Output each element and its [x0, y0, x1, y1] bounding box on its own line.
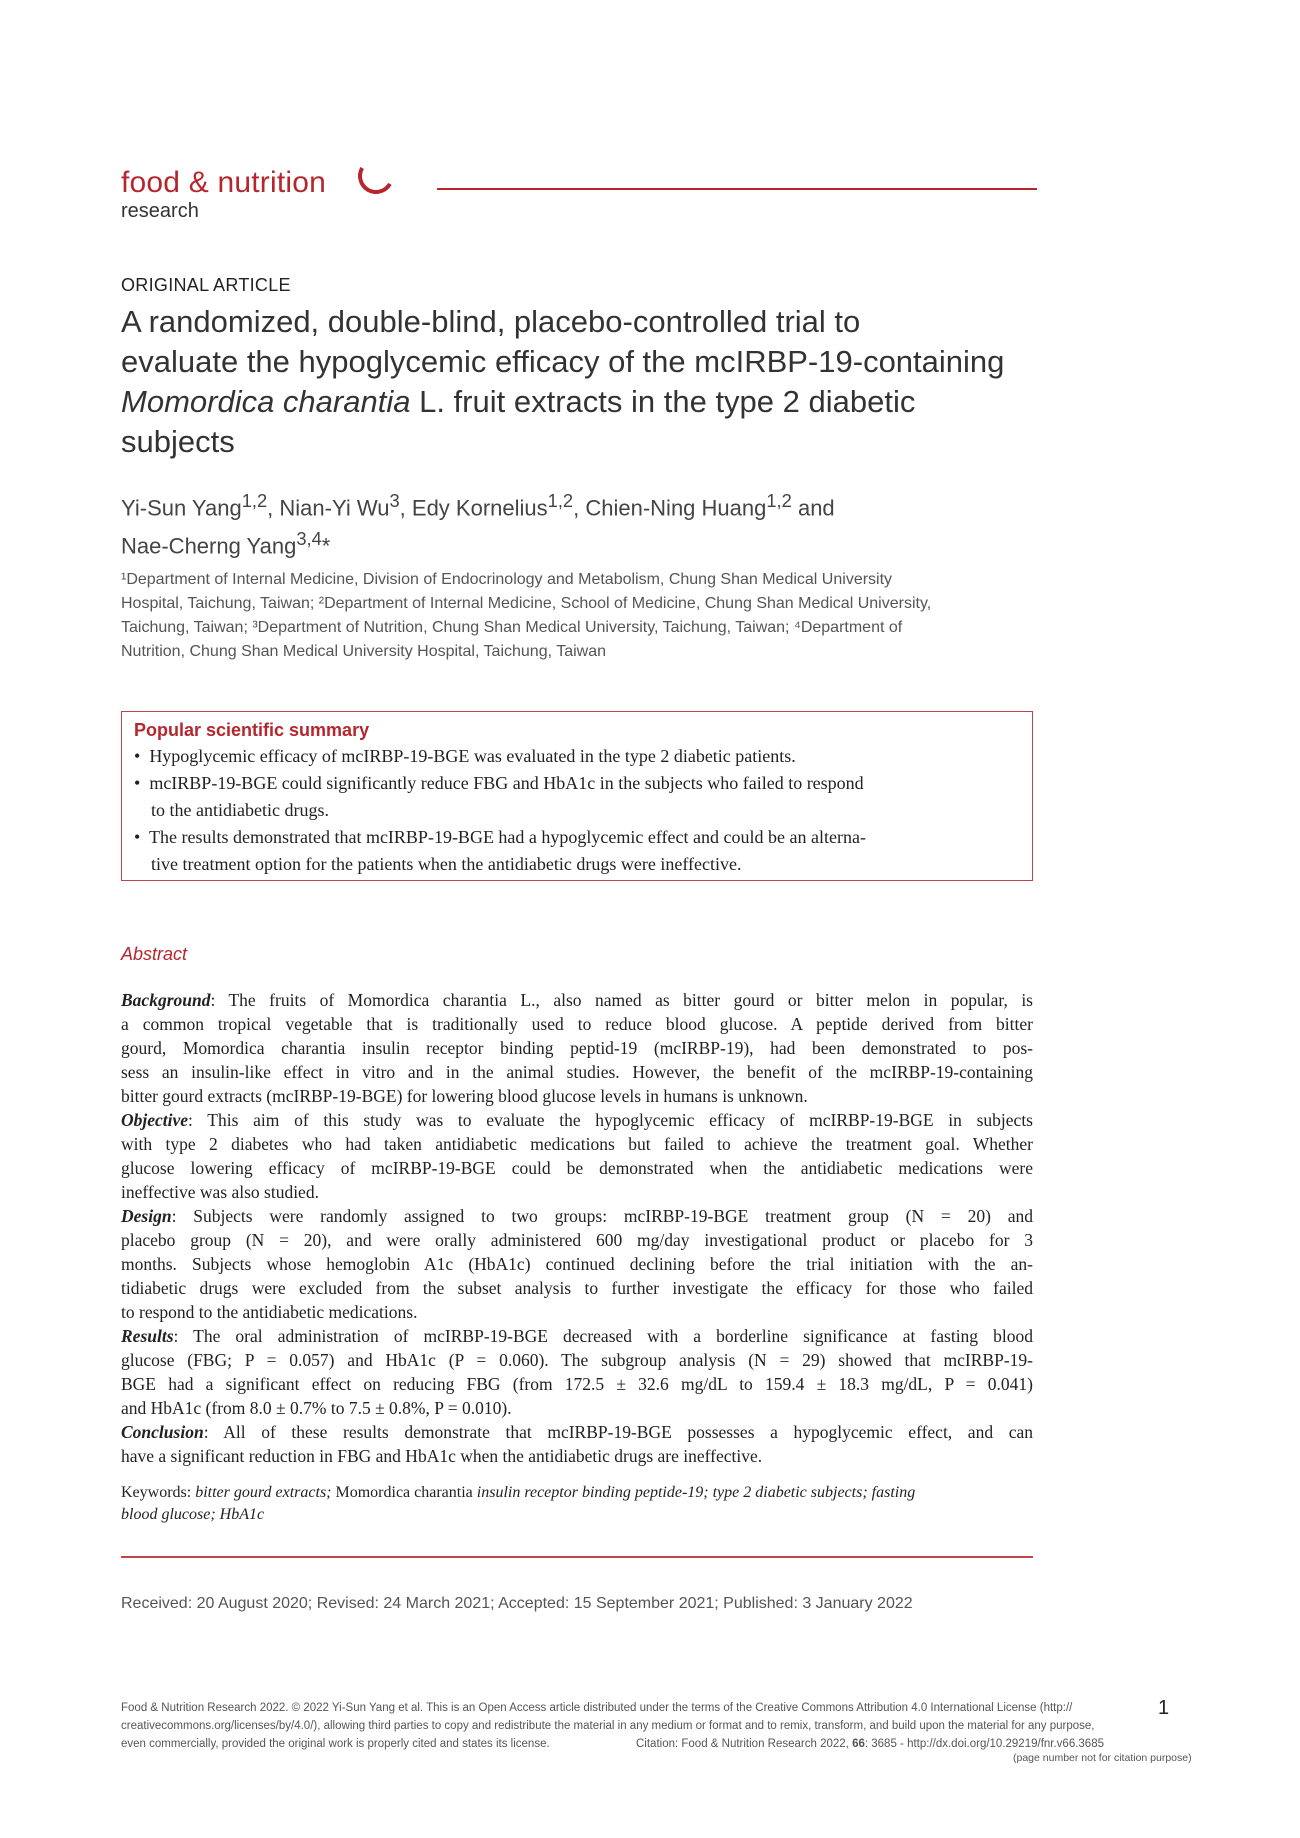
- keywords: Keywords: bitter gourd extracts; Momordica charantia insulin receptor binding peptide-19; type 2 diabetic subjects; fasting: [121, 1484, 916, 1501]
- title-species: Momordica charantia: [121, 384, 411, 419]
- author-name[interactable]: Nian-Yi Wu: [279, 495, 390, 521]
- summary-bullet-3: • The results demonstrated that mcIRBP-19-BGE had a hypoglycemic effect and could be an alterna-: [134, 827, 866, 847]
- affiliation-line: Taichung, Taiwan; ³Department of Nutrition, Chung Shan Medical University, Taichung, Taiwan; ⁴Department of: [121, 619, 903, 636]
- author-name[interactable]: Nae-Cherng Yang: [121, 533, 297, 559]
- title-line-3: Momordica charantia L. fruit extracts in the type 2 diabetic: [121, 384, 916, 419]
- abstract-line: Conclusion: All of these results demonstrate that mcIRBP-19-BGE possesses a hypoglycemic effect, and can: [121, 1422, 1033, 1442]
- conclusion-label: Conclusion: [121, 1422, 204, 1442]
- license-line-1: Food & Nutrition Research 2022. © 2022 Yi-Sun Yang et al. This is an Open Access article distributed under the terms of the Creative Commons Attribution 4.0 International License (http://: [121, 1702, 1073, 1714]
- citation-line: Citation: Food & Nutrition Research 2022, 66: 3685 - http://dx.doi.org/10.29219/fnr.v66.3685: [636, 1738, 1104, 1750]
- abstract-line: sess an insulin-like effect in vitro and in the animal studies. However, the benefit of the mcIRBP-19-containing: [121, 1062, 1033, 1082]
- abstract-line: a common tropical vegetable that is traditionally used to reduce blood glucose. A peptide derived from bitter: [121, 1014, 1033, 1034]
- results-label: Results: [121, 1326, 174, 1346]
- abstract-line: Design: Subjects were randomly assigned to two groups: mcIRBP-19-BGE treatment group (N = 20) and: [121, 1206, 1033, 1226]
- abstract-line: with type 2 diabetes who had taken antidiabetic medications but failed to achieve the treatment goal. Whether: [121, 1134, 1033, 1154]
- article-type: ORIGINAL ARTICLE: [121, 275, 291, 295]
- abstract-line: ineffective was also studied.: [121, 1182, 319, 1202]
- abstract-line: and HbA1c (from 8.0 ± 0.7% to 7.5 ± 0.8%, P = 0.010).: [121, 1398, 512, 1418]
- author-name[interactable]: Edy Kornelius: [411, 495, 548, 521]
- bottom-rule: [121, 1556, 1033, 1558]
- title-line-2: evaluate the hypoglycemic efficacy of the mcIRBP-19-containing: [121, 344, 1005, 379]
- page-number: 1: [1158, 1697, 1170, 1719]
- abstract-line: placebo group (N = 20), and were orally administered 600 mg/day investigational product or placebo for 3: [121, 1230, 1033, 1250]
- author-name[interactable]: Chien-Ning Huang: [585, 495, 767, 521]
- abstract-line: gourd, Momordica charantia insulin receptor binding peptid-19 (mcIRBP-19), had been demonstrated to pos-: [121, 1038, 1033, 1058]
- abstract-line: glucose lowering efficacy of mcIRBP-19-BGE could be demonstrated when the antidiabetic medications were: [121, 1158, 1033, 1178]
- license-line-3: even commercially, provided the original work is properly cited and states its license.: [121, 1738, 550, 1750]
- affiliations: [121, 568, 1021, 664]
- summary-heading: Popular scientific summary: [134, 720, 370, 740]
- abstract-line: Objective: This aim of this study was to evaluate the hypoglycemic efficacy of mcIRBP-19-BGE in subjects: [121, 1110, 1033, 1130]
- summary-bullet-3-cont: tive treatment option for the patients when the antidiabetic drugs were ineffective.: [151, 854, 742, 874]
- journal-logo-name: food & nutrition: [121, 166, 326, 199]
- summary-bullet-1: • Hypoglycemic efficacy of mcIRBP-19-BGE was evaluated in the type 2 diabetic patients.: [134, 746, 796, 766]
- title-line-4: subjects: [121, 424, 235, 459]
- journal-logo-sub: research: [121, 200, 199, 222]
- abstract-line: have a significant reduction in FBG and HbA1c when the antidiabetic drugs are ineffective.: [121, 1446, 763, 1466]
- article-title: [121, 302, 1021, 462]
- title-line-1: A randomized, double-blind, placebo-controlled trial to: [121, 304, 861, 339]
- abstract-line: Results: The oral administration of mcIRBP-19-BGE decreased with a borderline significance at fasting blood: [121, 1326, 1033, 1346]
- summary-bullet-2-cont: to the antidiabetic drugs.: [151, 800, 329, 820]
- abstract-line: BGE had a significant effect on reducing FBG (from 172.5 ± 32.6 mg/dL to 159.4 ± 18.3 mg/dL, P = 0.041): [121, 1374, 1033, 1394]
- objective-label: Objective: [121, 1110, 189, 1130]
- header-rule: [437, 188, 1037, 190]
- abstract-line: to respond to the antidiabetic medications.: [121, 1302, 418, 1322]
- abstract-heading: Abstract: [121, 944, 188, 964]
- keywords-label: Keywords:: [121, 1484, 192, 1501]
- abstract-line: months. Subjects whose hemoglobin A1c (HbA1c) continued declining before the trial initiation with the an-: [121, 1254, 1033, 1274]
- journal-logo-arc-icon: [354, 154, 398, 198]
- author-name[interactable]: Yi-Sun Yang: [121, 495, 242, 521]
- abstract-line: tidiabetic drugs were excluded from the subset analysis to further investigate the efficacy for those who failed: [121, 1278, 1033, 1298]
- license-line-2: creativecommons.org/licenses/by/4.0/), allowing third parties to copy and redistribute the material in any medium or format and to remix, transform, and build upon the material for any purpose,: [121, 1720, 1095, 1732]
- affiliation-line: ¹Department of Internal Medicine, Division of Endocrinology and Metabolism, Chung Shan Medical University: [121, 571, 893, 588]
- background-label: Background: [121, 990, 211, 1010]
- affiliation-line: Hospital, Taichung, Taiwan; ²Department of Internal Medicine, School of Medicine, Chung Shan Medical University,: [121, 595, 932, 612]
- abstract-line: Background: The fruits of Momordica charantia L., also named as bitter gourd or bitter melon in popular, is: [121, 990, 1033, 1010]
- keywords-cont: blood glucose; HbA1c: [121, 1506, 265, 1523]
- abstract-line: glucose (FBG; P = 0.057) and HbA1c (P = 0.060). The subgroup analysis (N = 29) showed that mcIRBP-19-: [121, 1350, 1033, 1370]
- page-note: (page number not for citation purpose): [1013, 1752, 1192, 1764]
- affiliation-line: Nutrition, Chung Shan Medical University Hospital, Taichung, Taiwan: [121, 643, 606, 660]
- author-list: Yi-Sun Yang$^{1,2}$, Nian-Yi Wu$^3$, Edy Kornelius$^{1,2}$, Chien-Ning Huang$^{1,2}$ and Nae-Cherng Yang$^{3,4}$*: [121, 490, 835, 559]
- abstract-line: bitter gourd extracts (mcIRBP-19-BGE) for lowering blood glucose levels in humans is unknown.: [121, 1086, 808, 1106]
- article-dates: Received: 20 August 2020; Revised: 24 March 2021; Accepted: 15 September 2021; Published: 3 January 2022: [121, 1595, 913, 1612]
- design-label: Design: [121, 1206, 172, 1226]
- summary-bullet-2: • mcIRBP-19-BGE could significantly reduce FBG and HbA1c in the subjects who failed to respond: [134, 773, 864, 793]
